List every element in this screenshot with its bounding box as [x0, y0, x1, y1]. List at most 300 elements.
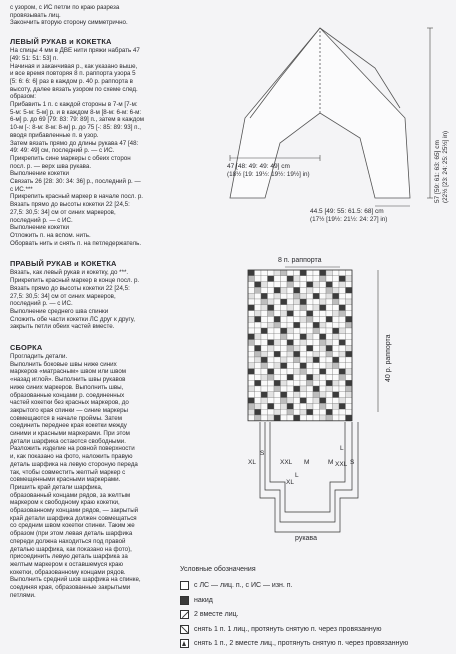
size-mark: XXL [280, 459, 293, 466]
chart-cell [294, 369, 301, 375]
chart-cell [307, 322, 314, 328]
chart-cell [320, 334, 327, 340]
chart-cell [255, 403, 262, 409]
chart-cell [255, 328, 262, 334]
text-line: с ИС.*** [10, 185, 33, 193]
chart-cell [255, 282, 262, 288]
chart-cell [346, 415, 353, 421]
chart-cell [287, 305, 294, 311]
legend-item [180, 610, 450, 619]
chart-cell [320, 415, 327, 421]
chart-cell [287, 403, 294, 409]
chart-cell [261, 311, 268, 317]
chart-cell [313, 357, 320, 363]
chart-cell [268, 369, 275, 375]
chart-cell [326, 392, 333, 398]
chart-cell [268, 409, 275, 415]
text-line: и, как показано на фото, наложить правую [10, 453, 133, 461]
chart-cell [326, 270, 333, 276]
chart-cell [326, 276, 333, 282]
chart-cell [255, 398, 262, 404]
chart-cell [261, 316, 268, 322]
chart-cell [320, 374, 327, 380]
chart-cell [346, 305, 353, 311]
chart-cell [313, 299, 320, 305]
chart-cell [287, 386, 294, 392]
chart-cell [287, 322, 294, 328]
text-line: 6-м] р. до 69 [79: 83: 79: 89] п., затем в каждом [10, 116, 145, 124]
chart-cell [268, 386, 275, 392]
chart-cell [248, 386, 255, 392]
chart-cell [333, 270, 340, 276]
size-mark: S [260, 450, 265, 457]
text-line: вводя прибавленные п. в узор. [10, 131, 99, 139]
chart-cell [320, 328, 327, 334]
chart-cell [320, 398, 327, 404]
size-mark: XL [248, 459, 256, 466]
chart-cell [333, 322, 340, 328]
text-line: совмещенными красными маркерами. [10, 476, 121, 484]
chart-cell [268, 357, 275, 363]
chart-cell [261, 380, 268, 386]
text-line: Выполнение среднего шва спинки [10, 307, 109, 315]
chart-cell [294, 415, 301, 421]
repeat-label: 8 п. раппорта [278, 257, 322, 264]
chart-cell [268, 282, 275, 288]
chart-cell [294, 386, 301, 392]
chart-cell [307, 351, 314, 357]
chart-cell [333, 357, 340, 363]
size-mark: L [295, 472, 299, 479]
chart-cell [307, 316, 314, 322]
chart-cell [320, 287, 327, 293]
chart-cell [320, 357, 327, 363]
chart-cell [255, 357, 262, 363]
garment-schematic [225, 18, 455, 238]
text-line: 5-м: 5-м: 5-м] р. и в каждом 8-м [8-м: 6-м: 6-м: [10, 108, 142, 116]
chart-cell [281, 282, 288, 288]
chart-cell [313, 398, 320, 404]
section-heading-assembly: СБОРКА [10, 343, 43, 353]
chart-cell [287, 380, 294, 386]
chart-grid [248, 270, 352, 421]
chart-cell [307, 299, 314, 305]
chart-cell [294, 328, 301, 334]
chart-cell [339, 293, 346, 299]
chart-cell [320, 409, 327, 415]
text-line: желтым маркером к оставшемуся краю [10, 561, 124, 568]
chart-cell [300, 311, 307, 317]
chart-cell [268, 293, 275, 299]
chart-cell [300, 403, 307, 409]
chart-cell [274, 369, 281, 375]
chart-cell [346, 340, 353, 346]
chart-cell [333, 276, 340, 282]
chart-cell [333, 409, 340, 415]
sleeve-label: рукава [295, 535, 317, 542]
chart-cell [307, 340, 314, 346]
chart-cell [281, 287, 288, 293]
legend-text: с ЛС — лиц. п., с ИС — изн. п. [194, 582, 293, 589]
chart-cell [274, 293, 281, 299]
chart-cell [294, 398, 301, 404]
chart-cell [326, 293, 333, 299]
chart-cell [326, 357, 333, 363]
chart-cell [287, 409, 294, 415]
text-line: так, чтобы совместить желтый маркер с [10, 468, 126, 476]
legend-item [180, 596, 450, 605]
chart-cell [346, 276, 353, 282]
chart-cell [248, 287, 255, 293]
chart-cell [300, 409, 307, 415]
chart-cell [261, 305, 268, 311]
chart-cell [281, 328, 288, 334]
text-line: образом (при этом левая деталь шарфика [10, 530, 133, 538]
size-mark: S [350, 459, 355, 466]
chart-cell [268, 276, 275, 282]
assembly-text [10, 353, 235, 600]
chart-cell [339, 316, 346, 322]
chart-cell [326, 311, 333, 317]
chart-cell [339, 398, 346, 404]
instructions-column [10, 4, 235, 600]
chart-cell [281, 276, 288, 282]
chart-cell [300, 276, 307, 282]
text-line: последний р. — с ИС. [10, 216, 73, 224]
chart-cell [294, 287, 301, 293]
chart-cell [300, 316, 307, 322]
chart-cell [339, 351, 346, 357]
chart-cell [300, 270, 307, 276]
text-line: образованному концами рядов, — закрытый [10, 507, 139, 515]
chart-cell [320, 392, 327, 398]
text-line: маркеров «матрасным» швом или швом [10, 368, 127, 376]
chart-cell [300, 392, 307, 398]
chart-cell [307, 287, 314, 293]
legend-text: снять 1 п. 1 лиц., протянуть снятую п. через провязанную [194, 625, 382, 633]
text-line: соединяя края, образованные закрытыми [10, 584, 131, 592]
text-line: закрыть петли обеих частей вместе. [10, 323, 115, 331]
chart-cell [294, 340, 301, 346]
chart-cell [339, 345, 346, 351]
chart-cell [307, 270, 314, 276]
chart-cell [333, 345, 340, 351]
chart-cell [287, 299, 294, 305]
chart-cell [333, 287, 340, 293]
text-line: частей кокетки без красных маркеров, до [10, 399, 129, 407]
chart-cell [248, 398, 255, 404]
chart-cell [294, 403, 301, 409]
chart-cell [313, 322, 320, 328]
chart-cell [287, 357, 294, 363]
text-line: петлями. [10, 591, 36, 599]
text-line: совмещаются в начале проймы. Затем [10, 414, 122, 422]
chart-cell [274, 386, 281, 392]
chart-cell [326, 386, 333, 392]
chart-cell [313, 403, 320, 409]
chart-cell [281, 403, 288, 409]
chart-cell [255, 305, 262, 311]
chart-cell [287, 398, 294, 404]
chart-cell [294, 311, 301, 317]
chart-cell [320, 305, 327, 311]
chart-cell [248, 340, 255, 346]
chart-cell [313, 270, 320, 276]
chart-cell [255, 287, 262, 293]
chart-cell [320, 311, 327, 317]
text-line: высоту, далее вязать узором по схеме след. [10, 85, 138, 93]
chart-cell [339, 403, 346, 409]
text-line: образованный концами рядов, за желтым [10, 491, 131, 499]
chart-cell [300, 305, 307, 311]
text-line: Закончить вторую сторону симметрично. [10, 19, 128, 27]
chart-cell [248, 311, 255, 317]
chart-cell [255, 374, 262, 380]
triangle-square-icon [180, 639, 189, 648]
legend-item [180, 639, 450, 648]
text-line: закрытого края спинки — синие маркеры [10, 406, 128, 414]
chart-cell [333, 334, 340, 340]
chart-cell [313, 386, 320, 392]
text-line: Разложить изделие на ровной поверхности [10, 445, 135, 453]
chart-cell [313, 409, 320, 415]
chart-cell [300, 374, 307, 380]
chart-cell [326, 340, 333, 346]
chart-cell [255, 293, 262, 299]
chart-cell [261, 287, 268, 293]
legend-item [180, 581, 450, 590]
left-sleeve-text [10, 47, 235, 247]
chart-cell [346, 311, 353, 317]
chart-cell [333, 398, 340, 404]
chart-cell [346, 334, 353, 340]
chart-cell [313, 293, 320, 299]
chart-cell [346, 322, 353, 328]
legend-text: 2 вместе лиц. [194, 611, 239, 618]
chart-cell [287, 369, 294, 375]
chart-cell [255, 392, 262, 398]
text-line: деталь шарфика на левую стороную переда [10, 460, 138, 468]
chart-cell [248, 380, 255, 386]
text-line: Прибавить 1 п. с каждой стороны в 7-м [7-м: [10, 101, 138, 109]
chart-cell [300, 287, 307, 293]
chart-cell [313, 340, 320, 346]
chart-cell [320, 363, 327, 369]
chart-cell [281, 369, 288, 375]
height-label-inches: (22½ [23: 24: 25: 25½] in) [442, 130, 449, 203]
chart-cell [320, 322, 327, 328]
chart-cell [333, 403, 340, 409]
chart-cell [307, 403, 314, 409]
chart-cell [281, 270, 288, 276]
text-line: спереди должна находиться под правой [10, 537, 126, 545]
text-line: присоединить левую деталь шарфика за [10, 553, 128, 561]
chart-cell [300, 351, 307, 357]
text-line: На спицы 4 мм в ДВЕ нити пряжи набрать 47 [10, 47, 140, 55]
cuff-label: 44.5 [49: 55: 61.5: 68] cm [310, 208, 384, 215]
chart-cell [274, 340, 281, 346]
chart-cell [346, 270, 353, 276]
chart-cell [261, 334, 268, 340]
chart-cell [287, 374, 294, 380]
text-line: Сложить обе части кокетки ЛС друг к другу, [10, 315, 135, 323]
chart-cell [287, 316, 294, 322]
chart-cell [294, 345, 301, 351]
chart-cell [339, 374, 346, 380]
chart-cell [274, 415, 281, 421]
chart-cell [333, 363, 340, 369]
chart-cell [274, 270, 281, 276]
chart-cell [326, 351, 333, 357]
chart-cell [300, 293, 307, 299]
chart-cell [346, 293, 353, 299]
chart-cell [274, 322, 281, 328]
chart-cell [320, 345, 327, 351]
chart-cell [313, 311, 320, 317]
chart-cell [274, 276, 281, 282]
chart-cell [281, 363, 288, 369]
chart-cell [300, 357, 307, 363]
chart-cell [339, 282, 346, 288]
size-mark: XXL [335, 461, 348, 468]
chart-cell [313, 351, 320, 357]
chart-cell [300, 398, 307, 404]
chart-cell [261, 403, 268, 409]
chart-cell [326, 363, 333, 369]
chart-cell [281, 392, 288, 398]
chart-cell [307, 305, 314, 311]
size-mark: XL [286, 479, 294, 486]
chart-cell [333, 374, 340, 380]
chart-cell [307, 293, 314, 299]
chart-cell [346, 351, 353, 357]
chart-cell [248, 282, 255, 288]
text-line: со средним швом кокетки спинки. Таким же [10, 522, 135, 530]
chart-cell [313, 282, 320, 288]
text-line: Отложить п. на вспом. нить. [10, 231, 91, 239]
chart-cell [281, 386, 288, 392]
chart-cell [248, 415, 255, 421]
chart-cell [294, 282, 301, 288]
chart-cell [255, 299, 262, 305]
chart-cell [248, 357, 255, 363]
chart-cell [339, 357, 346, 363]
chart-cell [281, 299, 288, 305]
chart-cell [248, 363, 255, 369]
chart-cell [261, 392, 268, 398]
chart-cell [333, 392, 340, 398]
chart-cell [294, 305, 301, 311]
legend-item [180, 625, 450, 634]
chart-cell [326, 409, 333, 415]
chart-cell [346, 374, 353, 380]
chart-cell [255, 351, 262, 357]
chart-cell [255, 316, 262, 322]
chart-cell [346, 357, 353, 363]
chart-cell [294, 276, 301, 282]
chart-cell [346, 345, 353, 351]
chart-cell [255, 380, 262, 386]
chart-cell [294, 351, 301, 357]
chart-cell [294, 322, 301, 328]
chart-cell [281, 374, 288, 380]
chart-cell [248, 403, 255, 409]
chart-cell [281, 340, 288, 346]
text-line: соединить переднее края кокетки между [10, 422, 127, 430]
chart-cell [313, 345, 320, 351]
chart-cell [281, 415, 288, 421]
text-line: ниже синих маркеров. Выполнить швы, [10, 383, 124, 391]
chart-cell [346, 363, 353, 369]
chart-cell [333, 311, 340, 317]
chart-cell [255, 334, 262, 340]
chart-cell [268, 328, 275, 334]
text-line: Прикрепить красный маркер в конце посл. р. [10, 277, 140, 285]
chart-cell [261, 386, 268, 392]
chart-cell [248, 334, 255, 340]
chart-cell [346, 409, 353, 415]
chart-cell [346, 328, 353, 334]
chart-cell [326, 380, 333, 386]
chart-cell [248, 392, 255, 398]
chart-cell [268, 287, 275, 293]
chart-cell [300, 299, 307, 305]
chart-cell [300, 415, 307, 421]
chart-cell [268, 345, 275, 351]
chart-cell [300, 328, 307, 334]
height-label: 57 [59: 61: 63: 65] cm [434, 140, 441, 203]
chart-cell [281, 334, 288, 340]
chart-cell [274, 287, 281, 293]
legend-text: накид [194, 596, 213, 604]
chart-cell [281, 351, 288, 357]
chart-cell [294, 363, 301, 369]
chart-cell [339, 363, 346, 369]
chart-cell [268, 299, 275, 305]
chart-cell [287, 334, 294, 340]
chart-cell [261, 293, 268, 299]
chart-cell [313, 276, 320, 282]
chart-cell [307, 380, 314, 386]
size-mark: M [304, 459, 310, 466]
chart-cell [333, 282, 340, 288]
chart-cell [287, 276, 294, 282]
chart-cell [268, 380, 275, 386]
chart-cell [307, 345, 314, 351]
chart-cell [294, 270, 301, 276]
chart-cell [307, 386, 314, 392]
chart-cell [307, 311, 314, 317]
chart-cell [294, 380, 301, 386]
text-line: 49: 49: 49] см, последний р. — с ИС. [10, 147, 115, 155]
chart-cell [261, 369, 268, 375]
chart-cell [274, 403, 281, 409]
chart-cell [287, 270, 294, 276]
legend-text: снять 1 п., 2 вместе лиц., протянуть снятую п. через провязанную [194, 640, 409, 647]
chart-cell [326, 282, 333, 288]
chart-cell [261, 345, 268, 351]
chart-cell [307, 398, 314, 404]
text-line: с узором, с ИС петли по краю разреза [10, 4, 120, 11]
text-line: Прикрепить красный маркер в начале посл. р. [10, 193, 144, 201]
chart-cell [339, 334, 346, 340]
chart-cell [300, 363, 307, 369]
chart-cell [261, 398, 268, 404]
chart-cell [255, 311, 262, 317]
text-line: Затем вязать прямо до длины рукава 47 [48: [10, 139, 139, 147]
chart-cell [320, 403, 327, 409]
backslash-square-icon [180, 625, 189, 634]
